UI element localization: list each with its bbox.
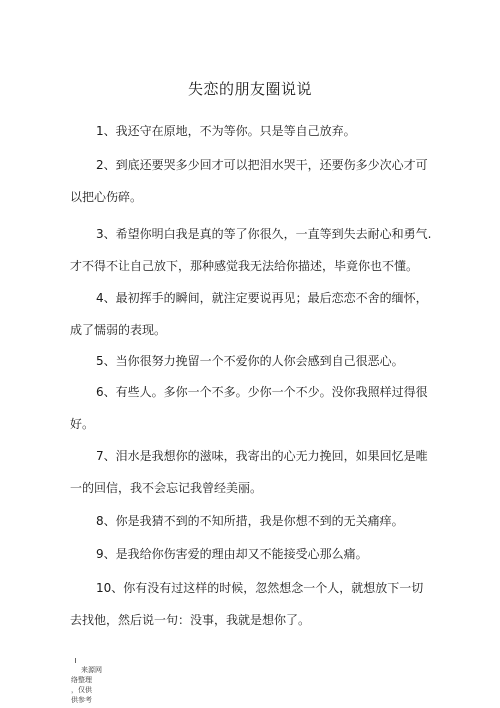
paragraph-3: 3、希望你明白我是真的等了你很久，一直等到失去耐心和勇气.才不得不让自己放下，那种感觉我无法给你描述，毕竟你也不懂。 bbox=[70, 227, 432, 273]
source-note-line: 供参考 bbox=[71, 696, 92, 704]
source-note-line: 络整理 bbox=[71, 676, 92, 684]
paragraph-2: 2、到底还要哭多少回才可以把泪水哭干，还要伤多少次心才可以把心伤碎。 bbox=[70, 158, 428, 204]
source-note-line: 来源网 bbox=[81, 666, 102, 674]
source-note-line: ，仅供 bbox=[71, 686, 92, 694]
paragraph-8: 8、你是我猜不到的不知所措，我是你想不到的无关痛痒。 bbox=[96, 514, 404, 528]
paragraph-10: 10、你有没有过这样的时候，忽然想念一个人，就想放下一切去找他，然后说一句：没事，我就是想你了。 bbox=[70, 581, 424, 627]
source-note bbox=[71, 658, 111, 705]
paragraph-6: 6、有些人。多你一个不多。少你一个不少。没你我照样过得很好。 bbox=[70, 385, 428, 431]
paragraph-7: 7、泪水是我想你的滋味，我寄出的心无力挽回，如果回忆是唯一的回信，我不会忘记我曾经美丽。 bbox=[70, 449, 428, 495]
footnote-marker bbox=[75, 658, 76, 663]
page-title: 失恋的朋友圈说说 bbox=[187, 80, 312, 98]
paragraph-9: 9、是我给你伤害爱的理由却又不能接受心那么痛。 bbox=[96, 547, 368, 561]
paragraph-5: 5、当你很努力挽留一个不爱你的人你会感到自己很恶心。 bbox=[96, 354, 404, 368]
paragraph-1: 1、我还守在原地，不为等你。只是等自己放弃。 bbox=[96, 124, 356, 138]
paragraph-4: 4、最初挥手的瞬间，就注定要说再见；最后恋恋不舍的缅怀，成了懦弱的表现。 bbox=[70, 291, 428, 337]
